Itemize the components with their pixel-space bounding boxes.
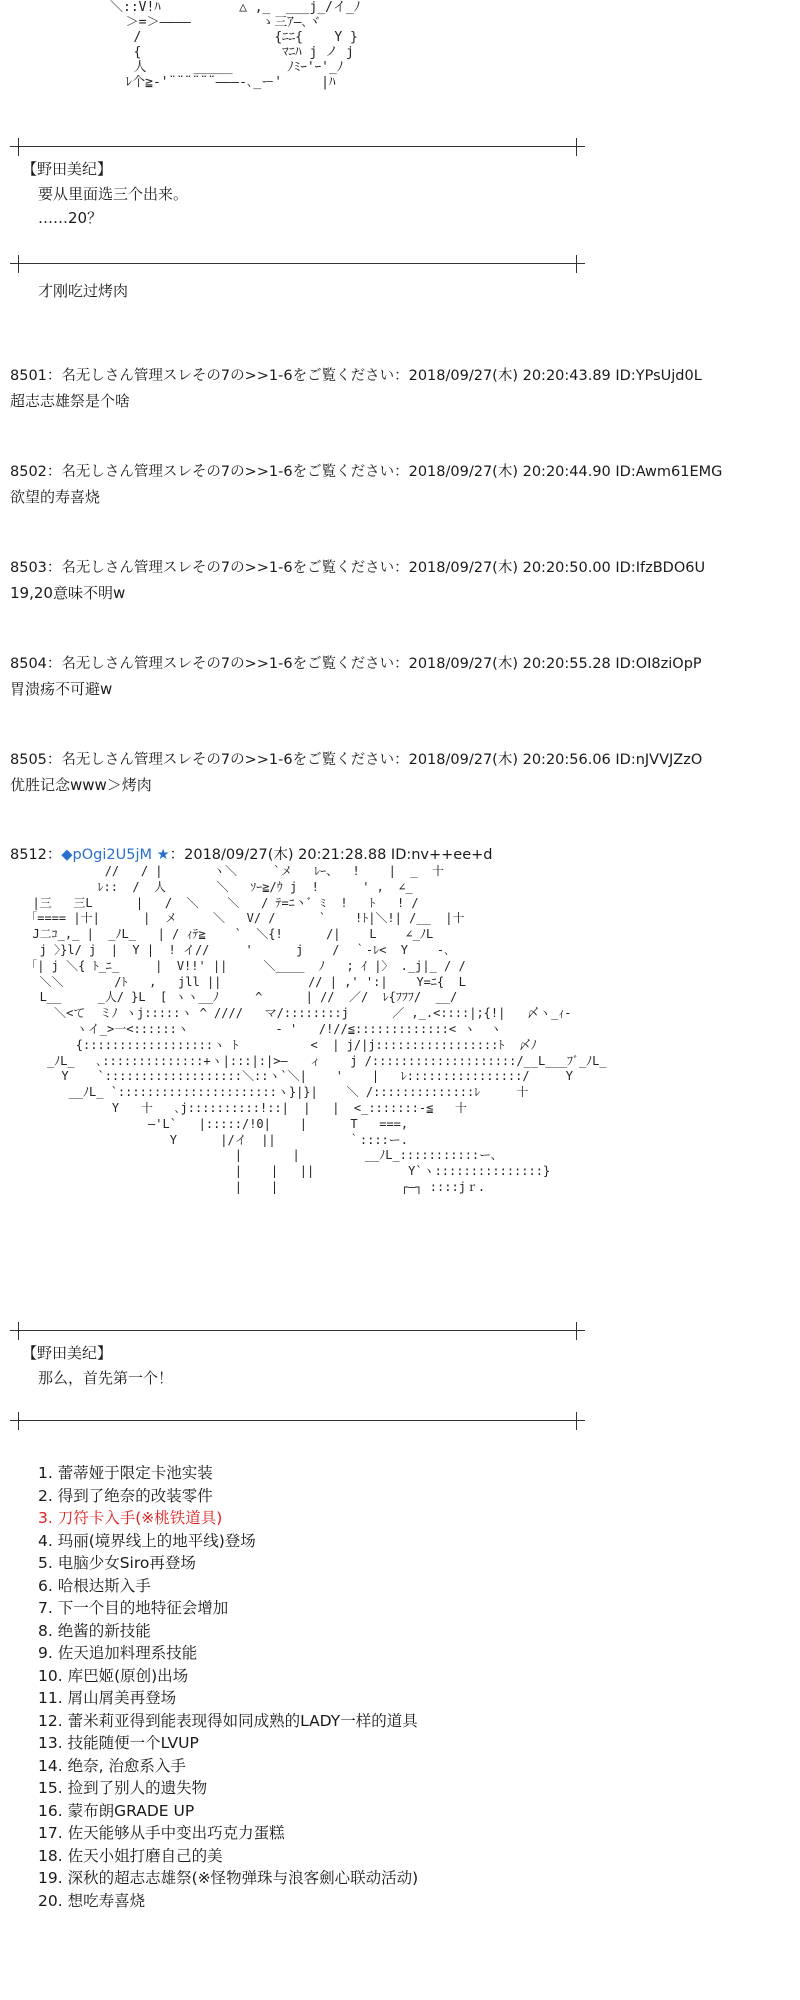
- speaker-name: 【野田美纪】: [22, 1344, 113, 1362]
- option-item: 5. 电脑少女Siro再登场: [38, 1554, 196, 1572]
- post-meta: ：2018/09/27(木) 20:21:28.88 ID:nv++ee+d: [169, 847, 493, 863]
- option-item: 13. 技能随便一个LVUP: [38, 1734, 199, 1752]
- option-item: 7. 下一个目的地特征会增加: [38, 1599, 229, 1617]
- tripcode[interactable]: ◆pOgi2U5jM ★: [61, 847, 170, 863]
- option-item: 2. 得到了绝奈的改装零件: [38, 1486, 213, 1505]
- ascii-art-top: ＼::V!ﾊ △ ,_ ___j_/イ_ﾉ ＞=＞―――― ゝ三ｱ―､ヾ / {ﾆﾆ{ Y } { ﾏﾆﾊ j ノ j 人 _____ ﾉﾐｰ'ｰ'_ﾉ ﾚ个≧-'¨¨¨¨¨¨―――‐､_ー' |ﾊ: [110, 0, 361, 90]
- post-header-8512: [10, 843, 493, 864]
- option-item: 4. 玛丽(境界线上的地平线)登场: [38, 1531, 256, 1550]
- post-header: 8505：名无しさん管理スレその7の>>1-6をご覧ください：2018/09/27(木) 20:20:56.06 ID:nJVVJZzO: [10, 752, 703, 768]
- post-body: 胃溃疡不可避w: [10, 680, 113, 698]
- post-header: 8503：名无しさん管理スレその7の>>1-6をご覧ください：2018/09/27(木) 20:20:50.00 ID:IfzBDO6U: [10, 560, 706, 576]
- post-body: 超志志雄祭是个啥: [10, 392, 131, 410]
- option-item: 12. 蕾米莉亚得到能表现得如同成熟的LADY一样的道具: [38, 1711, 418, 1730]
- option-item: 10. 库巴姬(原创)出场: [38, 1666, 189, 1685]
- option-item: 1. 蕾蒂娅于限定卡池实装: [38, 1464, 213, 1482]
- section-divider: [10, 138, 585, 156]
- dialogue-line: 才刚吃过烤肉: [38, 282, 129, 300]
- section-divider: [10, 1412, 585, 1430]
- post-body: 优胜记念www＞烤肉: [10, 776, 152, 794]
- option-item: 18. 佐天小姐打磨自己的美: [38, 1846, 223, 1865]
- dialogue-line: ……20？: [38, 209, 103, 227]
- option-item-selected: 3. 刀符卡入手(※桃铁道具): [38, 1509, 223, 1527]
- post-header: 8504：名无しさん管理スレその7の>>1-6をご覧ください：2018/09/27(木) 20:20:55.28 ID:OI8ziOpP: [10, 656, 702, 672]
- post-body: 欲望的寿喜烧: [10, 488, 101, 506]
- option-item: 17. 佐天能够从手中变出巧克力蛋糕: [38, 1824, 285, 1842]
- post-number: 8512：: [10, 847, 62, 863]
- option-item: 20. 想吃寿喜烧: [38, 1891, 146, 1910]
- section-divider: [10, 255, 585, 273]
- option-item: 19. 深秋的超志志雄祭(※怪物弹珠与浪客劍心联动活动): [38, 1869, 419, 1887]
- option-list: [38, 1462, 418, 1912]
- post-header: 8501：名无しさん管理スレその7の>>1-6をご覧ください：2018/09/27(木) 20:20:43.89 ID:YPsUjd0L: [10, 368, 702, 384]
- dialogue-line: 要从里面选三个出来。: [38, 185, 189, 203]
- post-body: 19,20意味不明w: [10, 584, 126, 602]
- section-divider: [10, 1322, 585, 1340]
- ascii-art-scene: // / | ヽ＼ `メ ﾚｰ、 ! | _ 十 ﾚ:: / 人 ＼ ｿｰ≧/ｳ j ! ' , ∠_ |三 三L | / ＼ ＼ / ﾃ=ﾆ丶ﾞ ﾐ ! ﾄ ! / 「==== |十| | メ ＼ V/ / ` !ﾄ|＼!| /__ |十 J二ｺ_,_ | _ﾉL_ | / ｨﾃ≧ ` ＼{! /| L ∠_ﾉL j 〉}l/ j | Y | ! イ// ' j / ｀-ﾚ< Y -､ 「| j ＼{ ﾄ_ﾆ_ | V!!' || ＼____ ﾉ ; ｲ |〉 ._j|_ / / ＼＼ /ﾄ , jll || // | ,' ':| Y=ﾆ{ L L__ _人/ }L [ ヽヽ__ﾉ ^ | // ／/ ﾚ{ﾌﾌﾌ/ __/ ＼<て ミﾉ ヽj:::::ヽ ^ //// マ/::::::::j ／ ,_.<::::|;{!| 〆ヽ_ｨ‐ ヽイ_>一<::::::ヽ - ' /!//≦:::::::::::::< ヽ ヽ {::::::::::::::::::ヽ ﾄ < | j/|j:::::::::::::::::ﾄ 〆ﾉ _ﾉL_ ､::::::::::::::+ヽ|:::|:|>― ィ j /::::::::::::::::::::/__L___ﾌﾞ_ﾉL_ Y `:::::::::::::::::::＼::ヽ`＼| ' | ﾚ::::::::::::::::/ Y __ﾉL_ `::::::::::::::::::::::ヽ}|}| ＼ /::::::::::::::ﾚ 十 Y 十 ､j::::::::::!::| | | <_:::::::-≦ 十 ―'L` |:::::/!0| | T ===, Y |/イ || ｀::::ー. | | __ﾉL_:::::::::::ー、 | | || Y`ヽ:::::::::::::::} | | ┌―┐ ::::jｒ.: [25, 864, 607, 1194]
- option-item: 15. 捡到了别人的遗失物: [38, 1779, 208, 1797]
- post-header: 8502：名无しさん管理スレその7の>>1-6をご覧ください：2018/09/27(木) 20:20:44.90 ID:Awm61EMG: [10, 464, 723, 480]
- option-item: 6. 哈根达斯入手: [38, 1576, 151, 1595]
- option-item: 16. 蒙布朗GRADE UP: [38, 1801, 195, 1820]
- dialogue-line: 那么，首先第一个！: [38, 1369, 174, 1387]
- option-item: 11. 屑山屑美再登场: [38, 1689, 177, 1707]
- option-item: 14. 绝奈, 治愈系入手: [38, 1756, 186, 1775]
- option-item: 9. 佐天追加料理系技能: [38, 1644, 198, 1662]
- speaker-name: 【野田美纪】: [22, 160, 113, 178]
- option-item: 8. 绝酱的新技能: [38, 1621, 151, 1640]
